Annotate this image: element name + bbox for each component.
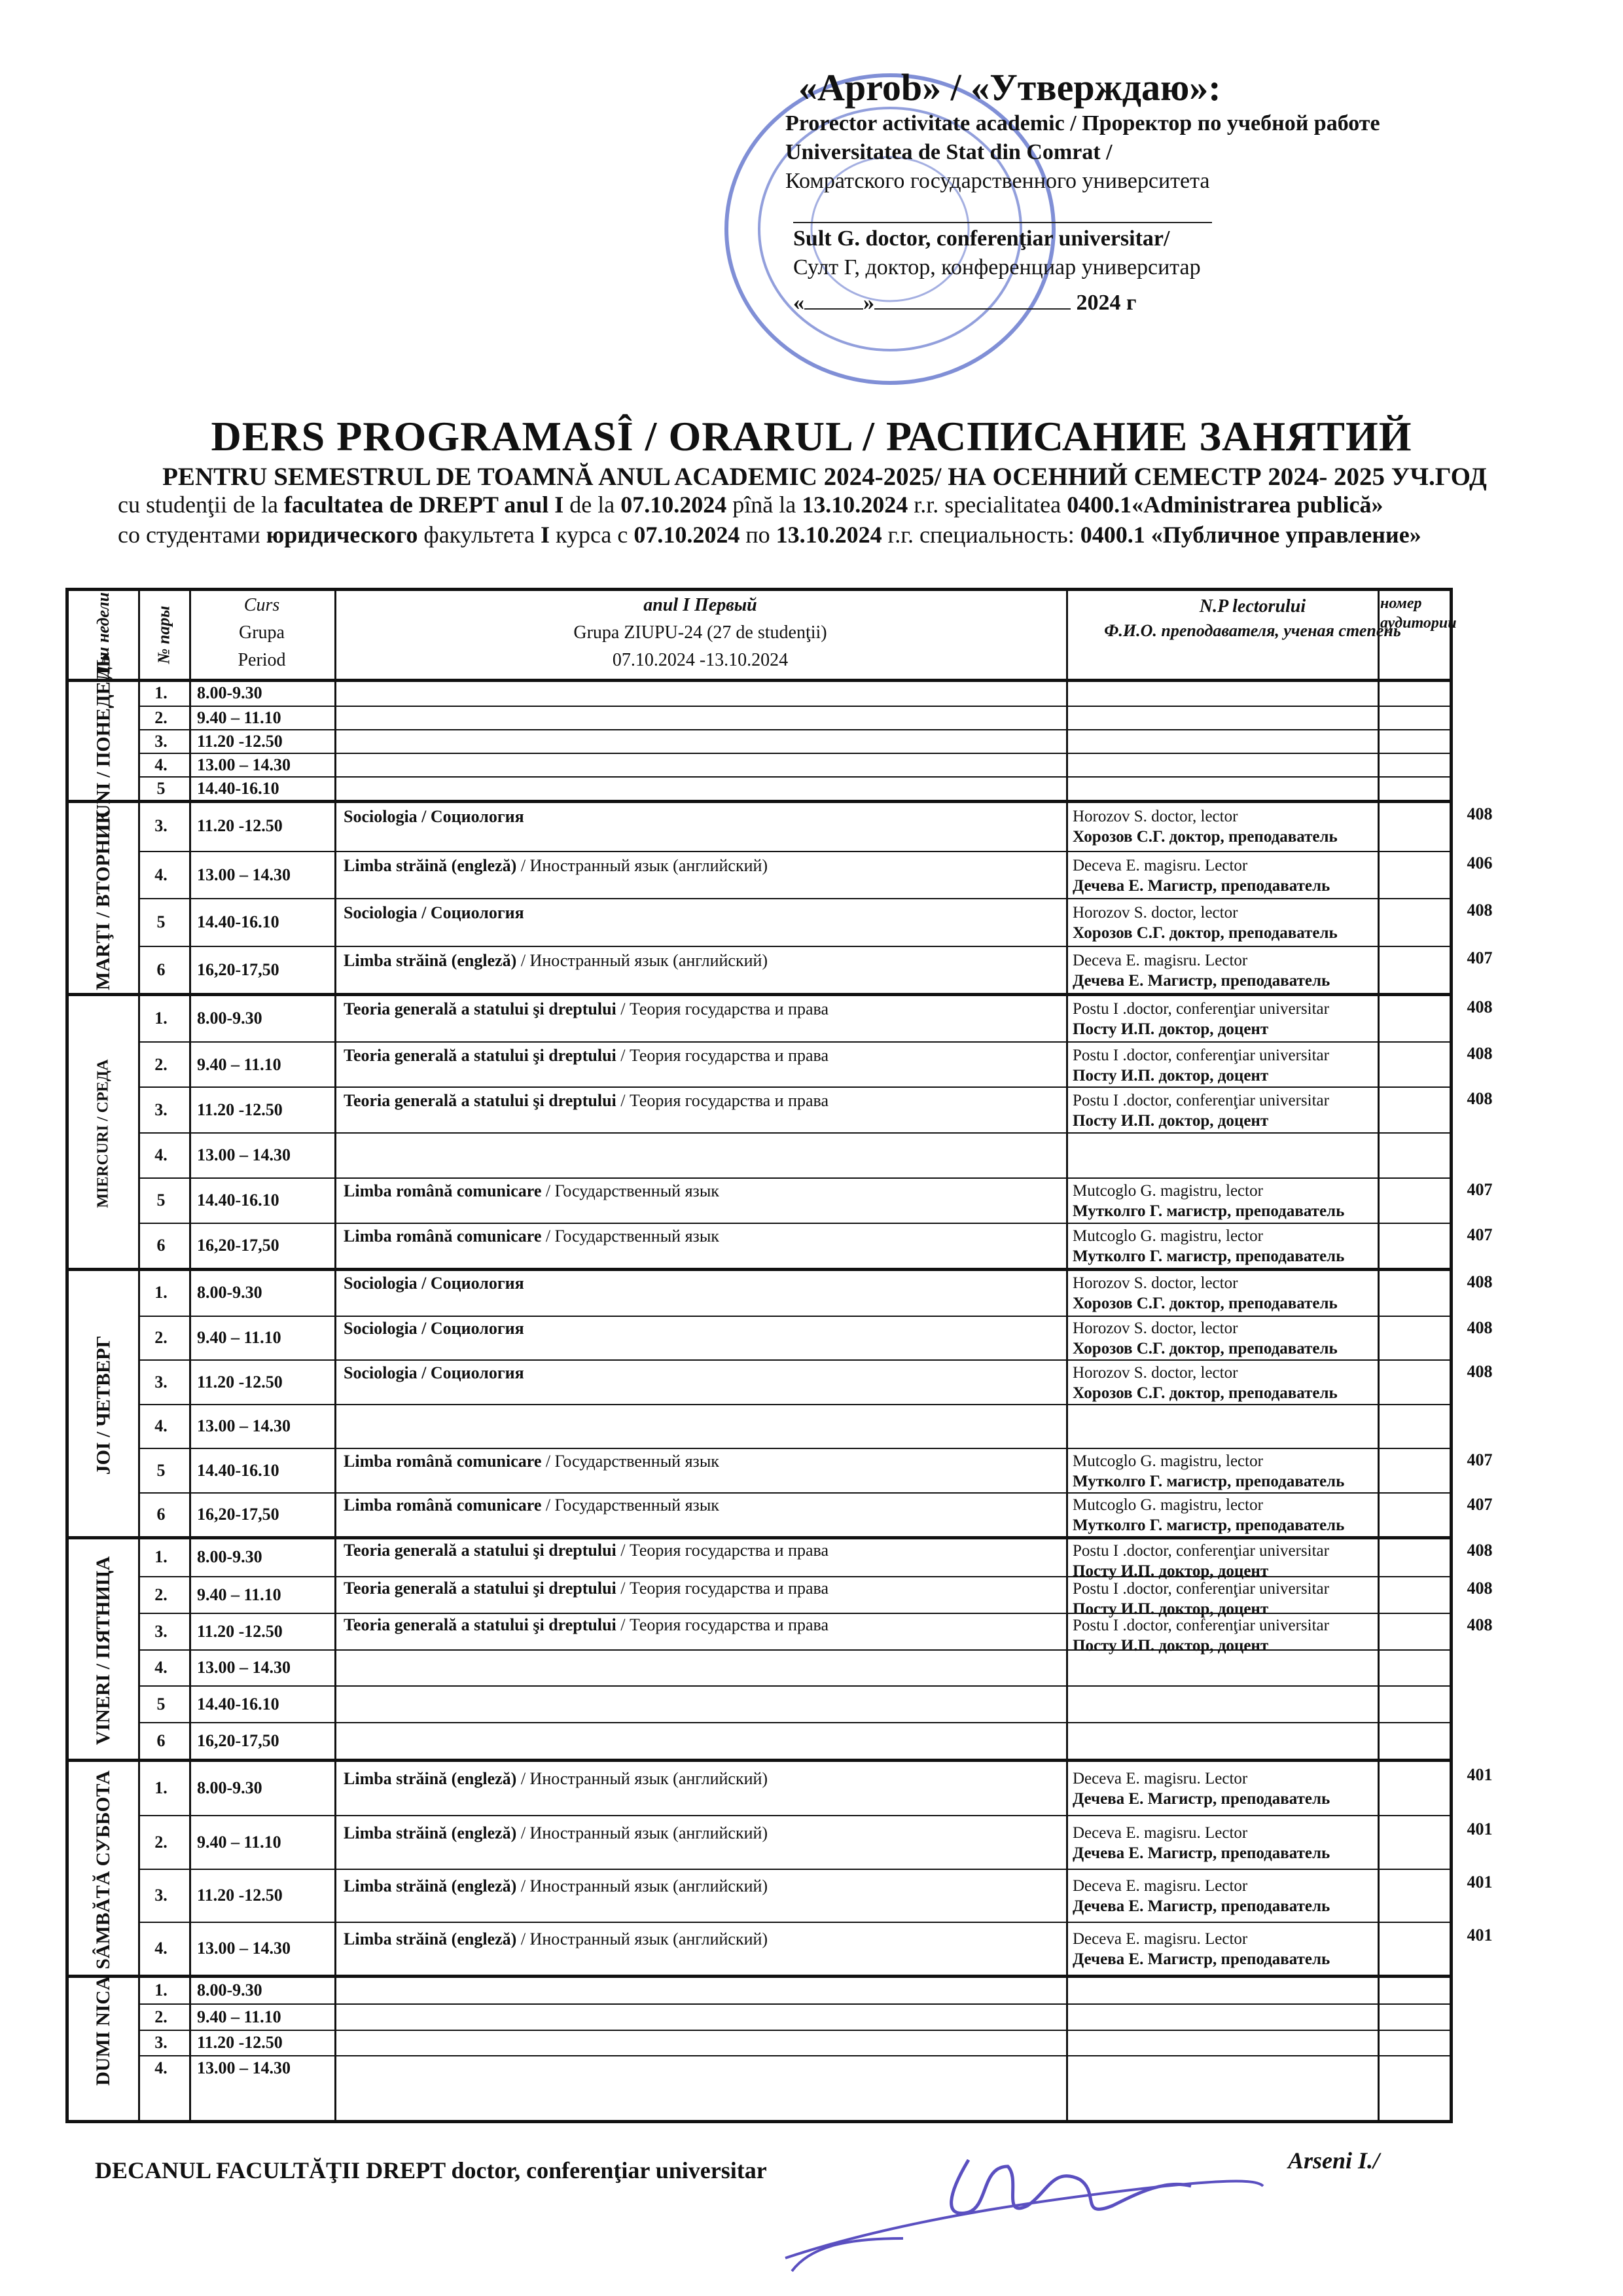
- pair-time: 16,20-17,50: [197, 1236, 279, 1255]
- table-row: [138, 1223, 1493, 1269]
- approval-year: 2024 г: [1076, 291, 1137, 315]
- table-row: [138, 706, 1450, 730]
- subject-name-ro: Sociologia / Социология: [344, 1363, 524, 1382]
- lecturer-name-ro: Deceva E. magisru. Lector: [1073, 1823, 1248, 1842]
- pair-time: 16,20-17,50: [197, 1731, 279, 1751]
- approval-signature-line: [793, 196, 1212, 223]
- day-label: MIERCURI / СРЕДА: [95, 1059, 112, 1208]
- room-number: 401: [1467, 1819, 1493, 1839]
- room-number: 408: [1467, 804, 1493, 823]
- approval-line-5: Султ Г, доктор, конференциар университар: [793, 255, 1201, 279]
- subject: [334, 1181, 1129, 1201]
- header-group-name: Grupa ZIUPU-24 (27 de studenţii): [573, 622, 827, 643]
- pair-time: 13.00 – 14.30: [197, 2058, 291, 2078]
- day-label: JOI / ЧЕТВЕРГ: [92, 1335, 114, 1475]
- table-row: [138, 1978, 1450, 2003]
- lecturer-name-ro: Deceva E. magisru. Lector: [1073, 1769, 1248, 1787]
- room-number: 406: [1467, 853, 1493, 872]
- subject-name-ro: Teoria generală a statului şi dreptului: [344, 999, 616, 1018]
- lecturer-name-ro: Deceva E. magisru. Lector: [1073, 1877, 1248, 1895]
- subject-name-ro: Limba străină (engleză): [344, 1768, 517, 1788]
- subject-name-ru: / Иностранный язык (английский): [516, 1876, 768, 1896]
- subject: [334, 1496, 1129, 1515]
- header-curs: Curs: [243, 595, 280, 615]
- dean-label: DECANUL FACULTĂŢII DREPT doctor, conferenţiar universitar: [95, 2157, 767, 2183]
- pair-time: 16,20-17,50: [197, 1505, 279, 1524]
- pair-number: 6: [156, 1731, 166, 1751]
- day-block: [69, 1975, 1450, 2086]
- header-pair-number: № пары: [154, 605, 173, 664]
- table-row: [138, 1576, 1493, 1618]
- room-number: 401: [1467, 1873, 1493, 1892]
- pair-time: 13.00 – 14.30: [197, 1416, 291, 1436]
- lecturer-name-ru: Посту И.П. доктор, доцент: [1073, 1636, 1269, 1655]
- pair-time: 14.40-16.10: [197, 1191, 279, 1210]
- subject-name-ru: / Иностранный язык (английский): [516, 1929, 768, 1949]
- subject: [334, 903, 1129, 923]
- pair-time: 11.20 -12.50: [197, 816, 283, 836]
- header-room: номер аудитории: [1380, 595, 1457, 632]
- subject: [334, 1274, 1129, 1293]
- day-label: DUMI NICA: [92, 1976, 114, 2086]
- pair-number: 5: [156, 779, 166, 798]
- table-row: [138, 1815, 1493, 1869]
- lecturer: [1066, 950, 1439, 991]
- day-block: [69, 1536, 1493, 1759]
- pair-number: 1.: [154, 1547, 168, 1566]
- pair-time: 14.40-16.10: [197, 1695, 279, 1714]
- day-label: SÂMBĂTĂ СУББОТА: [92, 1770, 114, 1969]
- lecturer-name-ro: Postu I .doctor, conferenţiar universitar: [1073, 1091, 1329, 1109]
- dean-name: Arseni I./: [1288, 2147, 1380, 2174]
- table-row: [138, 1869, 1493, 1923]
- lecturer-name-ru: Дечева Е. Магистр, преподаватель: [1073, 1844, 1330, 1862]
- pair-number: 3.: [154, 2033, 168, 2053]
- lecturer: [1066, 855, 1439, 896]
- pair-time: 9.40 – 11.10: [197, 1585, 281, 1604]
- pair-number: 5: [156, 912, 166, 932]
- pair-number: 4.: [154, 1658, 168, 1677]
- pair-time: 9.40 – 11.10: [197, 1054, 281, 1074]
- header-lector-ru: Ф.И.О. преподавателя, ученая степень: [1104, 621, 1401, 640]
- table-row: [138, 2030, 1450, 2056]
- pair-number: 2.: [154, 2007, 168, 2026]
- lecturer-name-ro: Postu I .doctor, conferenţiar universitar: [1073, 1542, 1329, 1560]
- room-number: 407: [1467, 1494, 1493, 1514]
- lecturer-name-ru: Посту И.П. доктор, доцент: [1073, 1562, 1269, 1580]
- subject: [334, 1363, 1129, 1383]
- lecturer-name-ro: Postu I .doctor, conferenţiar universitar: [1073, 1616, 1329, 1634]
- pair-time: 8.00-9.30: [197, 1547, 262, 1566]
- room-number: 401: [1467, 1926, 1493, 1945]
- room-number: 407: [1467, 1225, 1493, 1244]
- room-number: 408: [1467, 1578, 1493, 1598]
- lecturer: [1066, 1226, 1439, 1266]
- pair-number: 3.: [154, 732, 168, 751]
- table-row: [138, 1404, 1450, 1450]
- room-number: 401: [1467, 1765, 1493, 1784]
- lecturer-name-ru: Посту И.П. доктор, доцент: [1073, 1111, 1269, 1130]
- lecturer: [1066, 806, 1439, 847]
- day-block: [69, 1268, 1493, 1536]
- pair-number: 6: [156, 1236, 166, 1255]
- subject-name-ru: / Иностранный язык (английский): [516, 855, 768, 875]
- pair-number: 2.: [154, 708, 168, 727]
- table-row: [138, 946, 1493, 995]
- subject: [334, 1823, 1129, 1843]
- room-number: 407: [1467, 1450, 1493, 1469]
- pair-number: 3.: [154, 1372, 168, 1391]
- header-grupa: Grupa: [239, 622, 285, 643]
- approval-line-1: Prorector activitate academic / Проректор по учебной работе: [785, 111, 1380, 135]
- pair-number: 2.: [154, 1054, 168, 1074]
- subject-name-ru: / Государственный язык: [541, 1227, 719, 1246]
- pair-number: 4.: [154, 1939, 168, 1958]
- pair-time: 8.00-9.30: [197, 683, 262, 702]
- day-label-cell: [69, 1539, 138, 1762]
- header-days: Дни недели: [94, 592, 113, 678]
- subject-name-ru: / Государственный язык: [541, 1496, 719, 1515]
- dean-signature: [772, 2140, 1270, 2291]
- pair-number: 2.: [154, 1328, 168, 1348]
- pair-number: 1.: [154, 1282, 168, 1302]
- subject: [334, 1541, 1129, 1560]
- lecturer-name-ru: Мутколго Г. магистр, преподаватель: [1073, 1472, 1345, 1490]
- subject: [334, 1579, 1129, 1598]
- subject-name-ro: Teoria generală a statului şi dreptului: [344, 1541, 616, 1560]
- table-row: [138, 1177, 1493, 1224]
- pair-number: 3.: [154, 816, 168, 836]
- subject: [334, 1929, 1129, 1949]
- table-row: [138, 1448, 1493, 1494]
- table-row: [138, 682, 1450, 706]
- lecturer: [1066, 1181, 1439, 1221]
- day-label: MARŢI / ВТОРНИК: [92, 809, 115, 990]
- subject-name-ru: / Государственный язык: [541, 1451, 719, 1471]
- pair-time: 13.00 – 14.30: [197, 1939, 291, 1958]
- subject: [334, 1227, 1129, 1246]
- table-row: [138, 1132, 1450, 1179]
- lecturer: [1066, 1273, 1439, 1314]
- subject-name-ru: / Теория государства и права: [616, 1615, 829, 1634]
- pair-time: 9.40 – 11.10: [197, 708, 281, 727]
- pair-time: 11.20 -12.50: [197, 2033, 283, 2053]
- table-row: [138, 1492, 1493, 1538]
- pair-number: 3.: [154, 1100, 168, 1119]
- lecturer: [1066, 999, 1439, 1039]
- table-row: [138, 1922, 1493, 1976]
- pair-number: 1.: [154, 1008, 168, 1028]
- lecturer-name-ro: Postu I .doctor, conferenţiar universitar: [1073, 1046, 1329, 1064]
- pair-time: 11.20 -12.50: [197, 1100, 283, 1119]
- subject-name-ro: Sociologia / Социология: [344, 1319, 524, 1338]
- table-row: [138, 1086, 1493, 1133]
- subject: [334, 1319, 1129, 1338]
- lecturer-name-ru: Посту И.П. доктор, доцент: [1073, 1066, 1269, 1085]
- header-dates: 07.10.2024 -13.10.2024: [612, 650, 789, 670]
- pair-number: 1.: [154, 683, 168, 702]
- day-block: [69, 800, 1493, 993]
- subject-name-ro: Teoria generală a statului şi dreptului: [344, 1578, 616, 1598]
- pair-number: 4.: [154, 865, 168, 884]
- approval-line-3: Комратского государственного университета: [785, 169, 1210, 193]
- subject: [334, 807, 1129, 827]
- subject: [334, 999, 1129, 1019]
- day-label-cell: [69, 996, 138, 1271]
- table-row: [138, 776, 1450, 801]
- subject-name-ro: Limba străină (engleză): [344, 1929, 517, 1949]
- room-number: 408: [1467, 1044, 1493, 1064]
- pair-time: 11.20 -12.50: [197, 732, 283, 751]
- table-header: [69, 591, 1457, 679]
- table-row: [138, 1359, 1493, 1405]
- lecturer-name-ru: Хорозов С.Г. доктор, преподаватель: [1073, 828, 1338, 846]
- header-lector: N.P lectorului: [1199, 596, 1306, 617]
- subject-name-ru: / Теория государства и права: [616, 999, 829, 1018]
- lecturer-name-ru: Дечева Е. Магистр, преподаватель: [1073, 971, 1330, 990]
- subject-name-ro: Teoria generală a statului şi dreptului: [344, 1045, 616, 1065]
- subject: [334, 1876, 1129, 1896]
- subject-name-ro: Teoria generală a statului şi dreptului: [344, 1090, 616, 1110]
- table-row: [138, 1539, 1493, 1580]
- subject-name-ru: / Государственный язык: [541, 1181, 719, 1201]
- pair-number: 5: [156, 1695, 166, 1714]
- lecturer-name-ro: Postu I .doctor, conferenţiar universitar: [1073, 999, 1329, 1018]
- lecturer: [1066, 1541, 1439, 1581]
- subject-name-ru: / Иностранный язык (английский): [516, 950, 768, 970]
- table-row: [138, 2055, 1450, 2082]
- pair-time: 8.00-9.30: [197, 1778, 262, 1797]
- room-number: 408: [1467, 901, 1493, 920]
- pair-number: 4.: [154, 1416, 168, 1436]
- lecturer-name-ro: Horozov S. doctor, lector: [1073, 1363, 1238, 1382]
- pair-number: 3.: [154, 1621, 168, 1641]
- table-row: [138, 1722, 1450, 1760]
- lecturer-name-ro: Horozov S. doctor, lector: [1073, 1274, 1238, 1292]
- table-row: [138, 1762, 1493, 1815]
- lecturer-name-ro: Mutcoglo G. magistru, lector: [1073, 1227, 1263, 1246]
- lecturer-name-ru: Хорозов С.Г. доктор, преподаватель: [1073, 1384, 1338, 1402]
- students-line-ru: со студентами юридического факультета I курса с 07.10.2024 по 13.10.2024 г.г. специальность: 0400.1 «Публичное управление»: [118, 522, 1421, 548]
- pair-time: 8.00-9.30: [197, 1282, 262, 1302]
- day-label-cell: [69, 654, 138, 831]
- lecturer-name-ru: Хорозов С.Г. доктор, преподаватель: [1073, 924, 1338, 942]
- subject: [334, 1046, 1129, 1066]
- lecturer-name-ru: Дечева Е. Магистр, преподаватель: [1073, 876, 1330, 895]
- subject: [334, 1615, 1129, 1635]
- semester-subtitle: PENTRU SEMESTRUL DE TOAMNĂ ANUL ACADEMIC 2024-2025/ НА ОСЕННИЙ СЕМЕСТР 2024- 2025 УЧ.ГОД: [162, 463, 1487, 491]
- room-number: 408: [1467, 1541, 1493, 1560]
- lecturer-name-ru: Посту И.П. доктор, доцент: [1073, 1020, 1269, 1038]
- room-number: 408: [1467, 1318, 1493, 1337]
- lecturer-name-ro: Horozov S. doctor, lector: [1073, 904, 1238, 922]
- pair-time: 11.20 -12.50: [197, 1372, 283, 1391]
- room-number: 408: [1467, 1089, 1493, 1109]
- lecturer-name-ro: Deceva E. magisru. Lector: [1073, 951, 1248, 969]
- table-row: [138, 729, 1450, 754]
- lecturer: [1066, 1495, 1439, 1535]
- pair-time: 14.40-16.10: [197, 1460, 279, 1480]
- lecturer: [1066, 1823, 1439, 1863]
- subject: [334, 1091, 1129, 1111]
- pair-time: 13.00 – 14.30: [197, 1658, 291, 1677]
- day-block: [69, 1759, 1493, 1975]
- subject-name-ro: Limba străină (engleză): [344, 855, 517, 875]
- subject: [334, 1452, 1129, 1471]
- approval-line-2: Universitatea de Stat din Comrat /: [785, 140, 1113, 164]
- subject-name-ro: Sociologia / Социология: [344, 1273, 524, 1293]
- day-label-cell: [69, 1762, 138, 1978]
- lecturer: [1066, 1876, 1439, 1916]
- subject-name-ro: Limba străină (engleză): [344, 1823, 517, 1842]
- lecturer: [1066, 1318, 1439, 1359]
- table-row: [138, 996, 1493, 1041]
- subject-name-ro: Sociologia / Социология: [344, 807, 524, 827]
- lecturer-name-ro: Horozov S. doctor, lector: [1073, 808, 1238, 826]
- pair-number: 5: [156, 1191, 166, 1210]
- subject-name-ru: / Теория государства и права: [616, 1541, 829, 1560]
- lecturer-name-ru: Мутколго Г. магистр, преподаватель: [1073, 1247, 1345, 1266]
- lecturer-name-ru: Хорозов С.Г. доктор, преподаватель: [1073, 1340, 1338, 1358]
- pair-time: 13.00 – 14.30: [197, 755, 291, 774]
- pair-number: 5: [156, 1460, 166, 1480]
- lecturer: [1066, 1929, 1439, 1969]
- subject-name-ro: Limba străină (engleză): [344, 950, 517, 970]
- subject-name-ru: / Теория государства и права: [616, 1045, 829, 1065]
- lecturer-name-ru: Мутколго Г. магистр, преподаватель: [1073, 1202, 1345, 1221]
- lecturer: [1066, 1045, 1439, 1086]
- subject: [334, 856, 1129, 876]
- day-block: [69, 993, 1493, 1268]
- room-number: 408: [1467, 1272, 1493, 1291]
- header-anul: anul I Первый: [643, 595, 757, 615]
- table-row: [138, 1316, 1493, 1361]
- approval-title: «Aprob» / «Утверждаю»:: [798, 66, 1221, 109]
- approval-block: «Aprob» / «Утверждаю»: Prorector activitate academic / Проректор по учебной работе Universitatea de Stat din Comrat / Комратского государственного университета Sult G. doctor, conferenţiar universitar/ Султ Г, доктор, конференциар университар « » 2024 г: [785, 65, 1584, 317]
- pair-number: 2.: [154, 1832, 168, 1852]
- lecturer-name-ro: Mutcoglo G. magistru, lector: [1073, 1452, 1263, 1470]
- pair-time: 9.40 – 11.10: [197, 1328, 281, 1348]
- day-label-cell: [69, 1271, 138, 1539]
- lecturer-name-ru: Дечева Е. Магистр, преподаватель: [1073, 1950, 1330, 1969]
- pair-time: 9.40 – 11.10: [197, 1832, 281, 1852]
- pair-time: 14.40-16.10: [197, 779, 279, 798]
- table-row: [138, 1649, 1450, 1687]
- room-number: 407: [1467, 1179, 1493, 1199]
- room-number: 408: [1467, 1615, 1493, 1634]
- subject-name-ru: / Теория государства и права: [616, 1578, 829, 1598]
- lecturer: [1066, 1451, 1439, 1492]
- day-label: VINERI / ПЯТНИЦА: [92, 1556, 114, 1746]
- room-number: 408: [1467, 997, 1493, 1016]
- table-row: [138, 851, 1493, 900]
- day-label-cell: [69, 1978, 138, 2084]
- table-row: [138, 2003, 1450, 2030]
- table-row: [138, 753, 1450, 778]
- subject-name-ro: Limba română comunicare: [344, 1451, 542, 1471]
- subject-name-ro: Limba română comunicare: [344, 1227, 542, 1246]
- pair-time: 14.40-16.10: [197, 912, 279, 932]
- subject-name-ro: Teoria generală a statului şi dreptului: [344, 1615, 616, 1634]
- pair-time: 11.20 -12.50: [197, 1886, 283, 1905]
- room-number: 407: [1467, 948, 1493, 967]
- table-row: [138, 1041, 1493, 1088]
- day-label: LUNI / ПОНЕДЕЛЬ: [92, 654, 114, 831]
- lecturer-name-ro: Horozov S. doctor, lector: [1073, 1319, 1238, 1338]
- subject-name-ru: / Иностранный язык (английский): [516, 1823, 768, 1842]
- table-row: [138, 1271, 1493, 1316]
- lecturer: [1066, 903, 1439, 943]
- subject-name-ro: Sociologia / Социология: [344, 903, 524, 923]
- pair-number: 6: [156, 1505, 166, 1524]
- schedule-table: [65, 588, 1493, 2123]
- lecturer-name-ro: Deceva E. magisru. Lector: [1073, 1930, 1248, 1948]
- pair-number: 4.: [154, 2058, 168, 2078]
- subject-name-ro: Limba română comunicare: [344, 1496, 542, 1515]
- students-line-ro: cu studenţii de la facultatea de DREPT anul I de la 07.10.2024 pînă la 13.10.2024 r.r. specialitatea 0400.1«Administrarea publică»: [118, 492, 1383, 518]
- lecturer: [1066, 1090, 1439, 1131]
- lecturer-name-ro: Postu I .doctor, conferenţiar universitar: [1073, 1579, 1329, 1598]
- subject-name-ru: / Теория государства и права: [616, 1090, 829, 1110]
- pair-number: 1.: [154, 1980, 168, 2000]
- lecturer-name-ru: Посту И.П. доктор, доцент: [1073, 1600, 1269, 1618]
- lecturer: [1066, 1363, 1439, 1403]
- lecturer-name-ro: Mutcoglo G. magistru, lector: [1073, 1496, 1263, 1515]
- lecturer-name-ro: Mutcoglo G. magistru, lector: [1073, 1182, 1263, 1200]
- subject-name-ro: Limba română comunicare: [344, 1181, 542, 1201]
- pair-time: 9.40 – 11.10: [197, 2007, 281, 2026]
- subject-name-ro: Limba străină (engleză): [344, 1876, 517, 1896]
- pair-number: 3.: [154, 1886, 168, 1905]
- room-number: 408: [1467, 1362, 1493, 1381]
- day-label-cell: [69, 803, 138, 996]
- subject: [334, 1769, 1129, 1789]
- subject-name-ru: / Иностранный язык (английский): [516, 1768, 768, 1788]
- pair-number: 4.: [154, 1145, 168, 1165]
- pair-number: 1.: [154, 1778, 168, 1797]
- pair-time: 8.00-9.30: [197, 1980, 262, 2000]
- pair-time: 8.00-9.30: [197, 1008, 262, 1028]
- pair-number: 2.: [154, 1585, 168, 1604]
- subject: [334, 951, 1129, 971]
- pair-number: 6: [156, 960, 166, 979]
- lecturer-name-ru: Мутколго Г. магистр, преподаватель: [1073, 1516, 1345, 1535]
- table-row: [138, 1613, 1493, 1655]
- lecturer-name-ru: Дечева Е. Магистр, преподаватель: [1073, 1897, 1330, 1916]
- table-row: [138, 1685, 1450, 1723]
- pair-time: 11.20 -12.50: [197, 1621, 283, 1641]
- table-row: [138, 898, 1493, 947]
- lecturer-name-ru: Хорозов С.Г. доктор, преподаватель: [1073, 1294, 1338, 1312]
- pair-time: 13.00 – 14.30: [197, 1145, 291, 1165]
- lecturer: [1066, 1768, 1439, 1809]
- pair-time: 13.00 – 14.30: [197, 865, 291, 884]
- pair-time: 16,20-17,50: [197, 960, 279, 979]
- lecturer-name-ro: Deceva E. magisru. Lector: [1073, 856, 1248, 874]
- approval-line-4: Sult G. doctor, conferenţiar universitar/: [793, 226, 1170, 251]
- table-row: [138, 803, 1493, 851]
- header-period: Period: [238, 650, 286, 670]
- page-title: DERS PROGRAMASÎ / ORARUL / РАСПИСАНИЕ ЗАНЯТИЙ: [211, 413, 1412, 459]
- pair-number: 4.: [154, 755, 168, 774]
- lecturer-name-ru: Дечева Е. Магистр, преподаватель: [1073, 1789, 1330, 1808]
